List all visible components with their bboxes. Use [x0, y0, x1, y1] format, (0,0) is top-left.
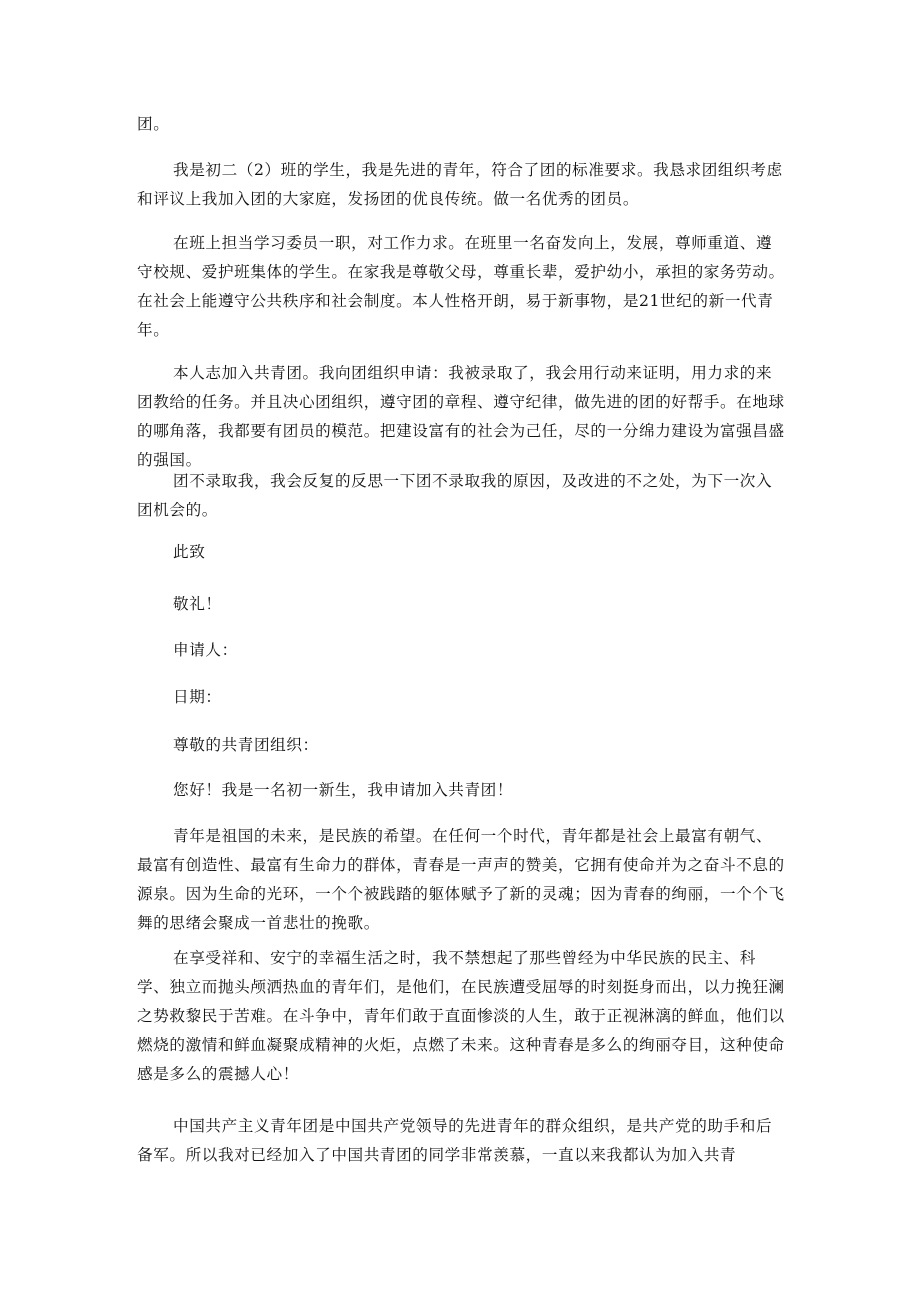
paragraph-join-will: 本人志加入共青团。我向团组织申请：我被录取了，我会用行动来证明，用力求的来团教给的任务。并且决心团组织，遵守团的章程、遵守纪律，做先进的团的好帮手。在地球的哪角落，我都要有团员的模范。把建设富有的社会为己任，尽的一分绵力建设为富强昌盛的强国。 — [137, 364, 785, 469]
date-label: 日期： — [173, 688, 222, 706]
paragraph-league-intro: 中国共产主义青年团是中国共产党领导的先进青年的群众组织，是共产党的助手和后备军。所以我对已经加入了中国共青团的同学非常羡慕，一直以来我都认为加入共青 — [137, 1117, 773, 1164]
paragraph-class-intro: 我是初二（2）班的学生，我是先进的青年，符合了团的标准要求。我恳求团组织考虑和评议上我加入团的大家庭，发扬团的优良传统。做一名优秀的团员。 — [137, 161, 783, 208]
applicant-label: 申请人： — [173, 641, 238, 659]
closing-jingli: 敬礼！ — [173, 595, 222, 613]
paragraph-if-rejected: 团不录取我，我会反复的反思一下团不录取我的原因，及改进的不之处，为下一次入团机会的。 — [137, 472, 773, 519]
closing-cizhi: 此致 — [173, 543, 206, 561]
greeting: 您好！我是一名初一新生，我申请加入共青团！ — [173, 781, 514, 799]
salutation: 尊敬的共青团组织： — [173, 736, 319, 754]
paragraph-history: 在享受祥和、安宁的幸福生活之时，我不禁想起了那些曾经为中华民族的民主、科学、独立而抛头颅洒热血的青年们，是他们，在民族遭受屈辱的时刻挺身而出，以力挽狂澜之势救黎民于苦难。在斗争中，青年们敢于直面惨淡的人生，敢于正视淋漓的鲜血，他们以燃烧的激情和鲜血凝聚成精神的火炬，点燃了未来。这种青春是多么的绚丽夺目，这种使命感是多么的震撼人心！ — [137, 949, 785, 1083]
paragraph-study-committee: 在班上担当学习委员一职，对工作力求。在班里一名奋发向上，发展，尊师重道、遵守校规、爱护班集体的学生。在家我是尊敬父母，尊重长辈，爱护幼小，承担的家务劳动。在社会上能遵守公共秩序和社会制度。本人性格开朗，易于新事物，是21世纪的新一代青年。 — [137, 234, 785, 339]
paragraph-continuation: 团。 — [137, 115, 170, 133]
paragraph-youth-future: 青年是祖国的未来，是民族的希望。在任何一个时代，青年都是社会上最富有朝气、最富有创造性、最富有生命力的群体，青春是一声声的赞美，它拥有使命并为之奋斗不息的源泉。因为生命的光环，一个个被践踏的躯体赋予了新的灵魂；因为青春的绚丽，一个个飞舞的思绪会聚成一首悲壮的挽歌。 — [137, 827, 785, 932]
